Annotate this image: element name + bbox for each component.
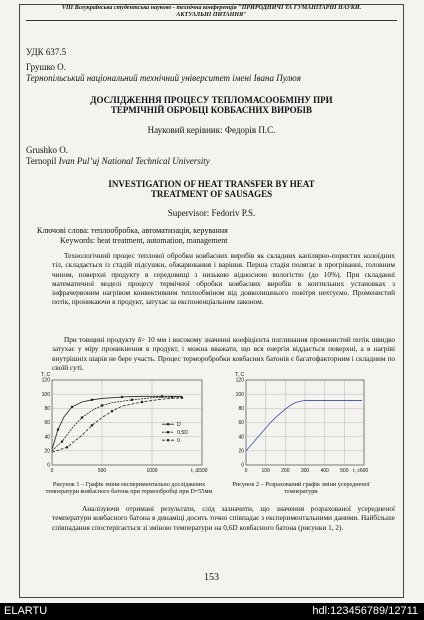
affiliation-en bbox=[26, 156, 210, 166]
series-point bbox=[111, 410, 113, 412]
title-en-line-1: INVESTIGATION OF HEAT TRANSFER BY HEAT bbox=[108, 179, 315, 189]
conference-line-1: VIII Всеукраїнська студентська науково - технічна конференція "ПРИРОДНИЧІ ТА ГУМАНІТАРНІ НАУКИ. bbox=[61, 5, 362, 11]
y-axis-label: T, C bbox=[41, 372, 51, 378]
title-en-line-2: TREATMENT OF SAUSAGES bbox=[150, 189, 273, 199]
series-point bbox=[121, 396, 123, 398]
figure-2-caption: Рисунок 2 – Розрахований графік зміни усередненої температури bbox=[232, 481, 370, 496]
figure-1-caption: Рисунок 1 – Графік зміни експериментально досліджених температури ковбасного батона при термообробці при D=55мм bbox=[45, 481, 213, 496]
footer-handle: hdl:123456789/12711 bbox=[312, 605, 418, 617]
legend-marker bbox=[167, 439, 169, 441]
keywords-en: Keywords: heat treatment, automation, management bbox=[60, 236, 228, 245]
x-tick-label: 0 bbox=[50, 468, 54, 474]
legend-marker bbox=[167, 423, 169, 425]
y-tick-label: 0 bbox=[241, 462, 244, 469]
series-point bbox=[91, 424, 93, 426]
legend-label: 0 bbox=[177, 438, 180, 444]
y-tick-label: 20 bbox=[44, 448, 50, 455]
y-tick-label: 40 bbox=[44, 434, 50, 441]
series-point bbox=[101, 404, 103, 406]
x-tick-label: 1000 bbox=[146, 468, 158, 474]
paragraph-1: Технологічний процес теплової обробки ковбасних виробів як складних капілярно-пористих колоїдних тіл, складається із стадій підсушки, обжарювання і варіння. Перша стадія полягає в прогріванні, головним чином, поверхні продукту в середовищі з низькою відносною вологістю (до 10%). При складанні математичної моделі процесу термічної обробки ковбасних виробів в коптильних установках з інфрачервоним нагрівом конвективним теплообміном від довколишнього повітря нехтуємо. Променистий потік, проникаючи в продукт, затухає за експоненціальним законом. bbox=[52, 251, 395, 307]
series-line bbox=[246, 401, 362, 451]
series-point bbox=[57, 428, 59, 430]
paragraph-3: Аналізуючи отримані результати, слід зазначити, що значення розрахованої усередненої температури ковбасного батона в динаміці досить точно співпадає з експериментальними даними. Найбільше співпадання спостерігається зі зміною температури на 0,6D ковбасного батона (рисунки 1, 2). bbox=[52, 504, 395, 532]
y-tick-label: 40 bbox=[238, 434, 244, 441]
x-tick-label: 200 bbox=[281, 468, 290, 474]
figure-2-chart bbox=[226, 372, 372, 480]
series-line bbox=[52, 396, 182, 449]
supervisor-ua: Науковий керівник: Федорів П.С. bbox=[147, 125, 276, 135]
series-point bbox=[131, 399, 133, 401]
udc-code: УДК 637.5 bbox=[26, 47, 67, 57]
conference-line-2: АКТУАЛЬНІ ПИТАННЯ" bbox=[176, 12, 247, 19]
title-ua-line-2: ТЕРМІЧНІЙ ОБРОБЦІ КОВБАСНИХ ВИРОБІВ bbox=[110, 105, 313, 115]
x-tick-label: 500 bbox=[340, 468, 349, 474]
title-en bbox=[26, 179, 397, 199]
keywords-ua: Ключові слова: теплообробка, автоматизація, керування bbox=[37, 226, 228, 235]
author-ua: Грушко О. bbox=[26, 62, 66, 72]
page-number: 153 bbox=[204, 572, 219, 583]
affiliation-en-city: Ternopil bbox=[26, 156, 57, 166]
series-point bbox=[141, 401, 143, 403]
x-axis-label: t, c bbox=[353, 468, 360, 474]
affiliation-en-university: Ivan Pul’uj National Technical University bbox=[58, 156, 210, 166]
y-tick-label: 120 bbox=[41, 377, 50, 384]
x-tick-label: 500 bbox=[97, 468, 107, 474]
y-tick-label: 80 bbox=[238, 406, 244, 413]
x-axis-label: t, c bbox=[191, 468, 198, 474]
series-point bbox=[171, 396, 173, 398]
y-tick-label: 100 bbox=[41, 391, 50, 398]
legend-marker bbox=[167, 431, 169, 433]
title-ua bbox=[26, 95, 397, 115]
repository-footer bbox=[0, 603, 424, 620]
y-tick-label: 80 bbox=[44, 406, 50, 413]
x-tick-label: 1500 bbox=[196, 468, 208, 474]
y-axis-label: T, C bbox=[235, 372, 245, 378]
affiliation-ua: Тернопільський національний технічний університет імені Івана Пулюя bbox=[26, 73, 301, 83]
series-point bbox=[91, 399, 93, 401]
series-point bbox=[81, 416, 83, 418]
y-tick-label: 60 bbox=[238, 420, 244, 427]
x-tick-label: 400 bbox=[320, 468, 329, 474]
x-tick-label: 0 bbox=[244, 468, 248, 474]
conference-header bbox=[19, 5, 404, 19]
y-tick-label: 60 bbox=[44, 420, 50, 427]
x-tick-label: 300 bbox=[300, 468, 310, 474]
footer-left: ELARTU bbox=[4, 605, 48, 617]
y-tick-label: 20 bbox=[238, 448, 244, 455]
paragraph-2: При товщині продукту δ> 10 мм і високому значенні коефіцієнта поглинання променистий потік швидко затухає у міру проникнення в продукт, і можна вважати, що вся енергія віддається поверхні, а в нагріві внутрішніх шарів не бере участь. Процес терморобробки ковбасних батонів є багатофакторним і складним по своїй суті. bbox=[52, 335, 395, 372]
y-tick-label: 100 bbox=[235, 391, 244, 398]
legend-label: D bbox=[177, 422, 181, 428]
legend-label: 0,5D bbox=[177, 430, 188, 436]
figure-1-chart bbox=[30, 372, 214, 480]
y-tick-label: 120 bbox=[235, 377, 244, 384]
author-en: Grushko O. bbox=[26, 145, 68, 155]
y-tick-label: 0 bbox=[47, 462, 50, 469]
x-tick-label: 100 bbox=[261, 468, 270, 474]
series-point bbox=[181, 397, 183, 399]
header-rule bbox=[26, 20, 397, 21]
series-point bbox=[61, 441, 63, 443]
series-point bbox=[71, 406, 73, 408]
series-point bbox=[66, 446, 68, 448]
title-ua-line-1: ДОСЛІДЖЕННЯ ПРОЦЕСУ ТЕПЛОМАСООБМІНУ ПРИ bbox=[90, 95, 333, 105]
x-tick-label: 600 bbox=[359, 468, 369, 474]
supervisor-en: Supervisor: Fedoriv P.S. bbox=[167, 208, 256, 218]
